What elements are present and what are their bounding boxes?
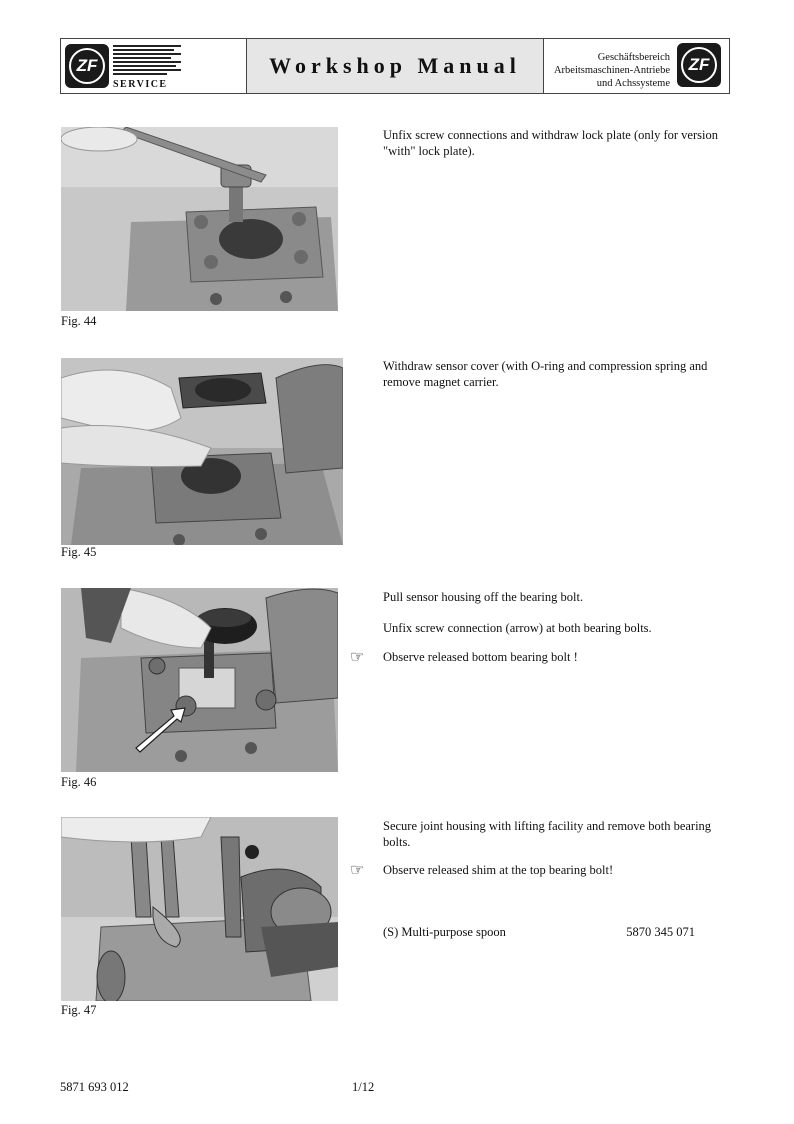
instruction-text: Unfix screw connection (arrow) at both bearing bolts.	[383, 621, 652, 635]
figure-45-photo	[61, 358, 343, 545]
service-stripes	[113, 45, 181, 77]
header-division-block	[544, 39, 729, 93]
special-tool-row	[383, 925, 703, 940]
figure-44-photo	[61, 127, 338, 311]
page-number: 1/12	[352, 1080, 375, 1094]
figure-44-label: Fig. 44	[61, 314, 97, 328]
figure-45-label: Fig. 45	[61, 545, 97, 559]
section-46-text	[383, 589, 738, 636]
header-title-block	[247, 39, 544, 93]
figure-46-photo	[61, 588, 338, 772]
tool-number: 5870 345 071	[626, 925, 695, 939]
instruction-text: Secure joint housing with lifting facility and remove both bearing bolts.	[383, 819, 712, 849]
note-46	[350, 650, 578, 665]
pointing-hand-icon: ☞	[350, 861, 365, 879]
zf-logo-right	[677, 43, 721, 87]
zf-logo-left-text: ZF	[76, 56, 98, 75]
division-line: und Achssysteme	[596, 78, 670, 89]
division-text	[548, 51, 670, 90]
service-label: SERVICE	[113, 79, 168, 90]
zf-logo-right-text: ZF	[688, 55, 710, 74]
header-logo-block	[61, 39, 247, 93]
note-text: Observe released shim at the top bearing bolt!	[383, 863, 614, 877]
pointing-hand-icon: ☞	[350, 648, 365, 666]
section-45-text	[383, 358, 738, 390]
document-title: Workshop Manual	[269, 53, 521, 78]
note-text: Observe released bottom bearing bolt !	[383, 650, 578, 664]
figure-46-label: Fig. 46	[61, 775, 97, 789]
document-number: 5871 693 012	[60, 1080, 129, 1094]
page-header	[60, 38, 730, 94]
figure-47-photo	[61, 817, 338, 1001]
instruction-text: Unfix screw connections and withdraw lock plate (only for version "with" lock plate).	[383, 128, 718, 158]
division-line: Arbeitsmaschinen-Antriebe	[553, 65, 670, 76]
instruction-text: Pull sensor housing off the bearing bolt.	[383, 590, 584, 604]
zf-logo-left	[65, 44, 109, 88]
tool-name: (S) Multi-purpose spoon	[383, 925, 506, 939]
section-44-text	[383, 127, 738, 159]
section-47-text	[383, 818, 738, 850]
figure-47-label: Fig. 47	[61, 1003, 97, 1017]
division-line: Geschäftsbereich	[597, 52, 670, 63]
instruction-text: Withdraw sensor cover (with O-ring and compression spring and remove magnet carrier.	[383, 359, 708, 389]
note-47	[350, 863, 613, 878]
